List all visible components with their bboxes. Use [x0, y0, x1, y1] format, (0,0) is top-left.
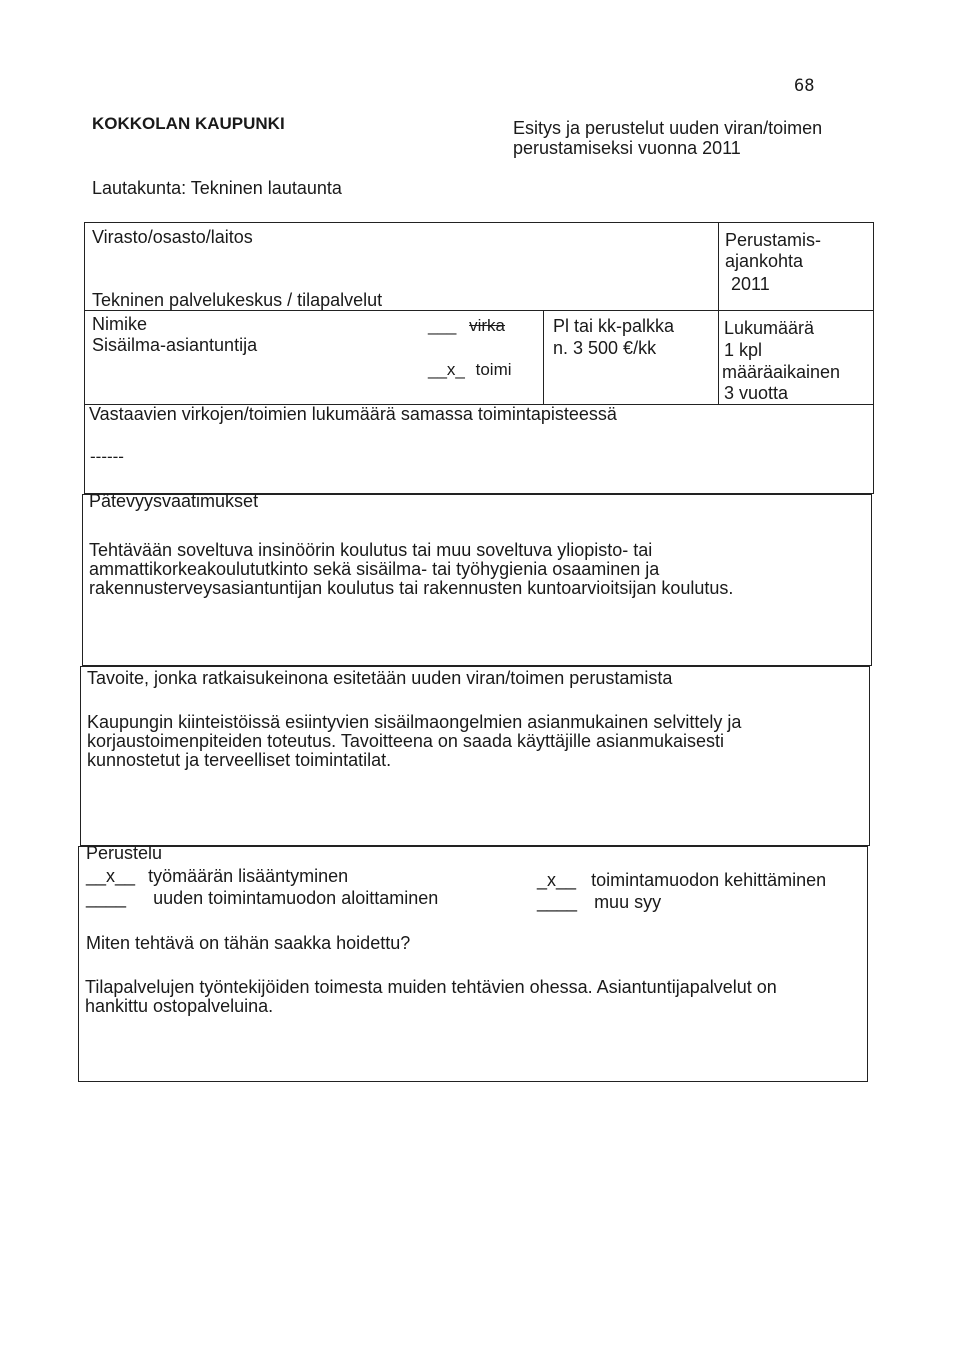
justification-label: Perustelu: [86, 843, 163, 863]
document-subject-line1: Esitys ja perustelut uuden viran/toimen: [513, 118, 823, 138]
current-handling-line: Tilapalvelujen työntekijöiden toimesta muiden tehtävien ohessa. Asiantuntijapalvelut on: [85, 977, 777, 997]
goal-label: Tavoite, jonka ratkaisukeinona esitetään uuden viran/toimen perustamista: [87, 668, 673, 688]
quantity-value: 1 kpl: [724, 340, 763, 360]
page-number: 68: [794, 76, 815, 96]
reason-development-mark: _x__: [537, 870, 577, 890]
virka-checkbox-blank: ___: [428, 316, 457, 335]
qualifications-label: Pätevyysvaatimukset: [89, 491, 259, 511]
salary-label: Pl tai kk-palkka: [553, 316, 675, 336]
right-column-divider: [718, 222, 719, 404]
reason-new-activity-label: uuden toimintamuodon aloittaminen: [153, 888, 439, 908]
reason-other-mark: ____: [537, 892, 578, 912]
reason-workload-mark: __x__: [86, 866, 136, 886]
goal-text: [87, 713, 741, 770]
salary-value: n. 3 500 €/kk: [553, 338, 657, 358]
salary-column-divider: [543, 310, 544, 404]
toimi-option: [428, 360, 512, 380]
unit-label: Virasto/osasto/laitos: [92, 227, 253, 247]
unit-value: Tekninen palvelukeskus / tilapalvelut: [92, 290, 383, 310]
goal-line: kunnostetut ja terveelliset toimintatilat.: [87, 750, 392, 770]
reason-development-label: toimintamuodon kehittäminen: [591, 870, 827, 890]
similar-posts-value: ------: [90, 447, 124, 466]
establishment-year: 2011: [731, 274, 770, 294]
document-subject-line2: perustamiseksi vuonna 2011: [513, 138, 741, 158]
title-value: Sisäilma-asiantuntija: [92, 335, 258, 355]
goal-line: korjaustoimenpiteiden toteutus. Tavoitteena on saada käyttäjille asianmukaisesti: [87, 731, 725, 751]
reason-workload-label: työmäärän lisääntyminen: [148, 866, 349, 886]
similar-posts-label: Vastaavien virkojen/toimien lukumäärä samassa toimintapisteessä: [89, 404, 617, 424]
reason-other-label: muu syy: [594, 892, 662, 912]
quantity-label: Lukumäärä: [724, 318, 815, 338]
quantity-row-divider: [718, 404, 874, 405]
reason-workload: [86, 866, 348, 887]
qualifications-line: ammattikorkeakoulututkinto sekä sisäilma- tai työhygienia osaaminen ja: [89, 559, 660, 579]
reason-development: [537, 870, 826, 891]
reason-new-activity-mark: ____: [86, 888, 127, 908]
qualifications-text: [89, 541, 733, 598]
duration-line1: määräaikainen: [722, 362, 841, 382]
current-handling-answer: [85, 978, 777, 1016]
current-handling-question: Miten tehtävä on tähän saakka hoidettu?: [86, 933, 411, 953]
reason-new-activity: [86, 888, 438, 909]
qualifications-line: Tehtävään soveltuva insinöörin koulutus tai muu soveltuva yliopisto- tai: [89, 540, 653, 560]
current-handling-line: hankittu ostopalveluina.: [85, 996, 274, 1016]
qualifications-line: rakennusterveysasiantuntijan koulutus tai rakennusten kuntoarvioitsijan koulutus.: [89, 578, 734, 598]
organization-name: KOKKOLAN KAUPUNKI: [92, 114, 285, 133]
reason-other: [537, 892, 661, 913]
duration-line2: 3 vuotta: [724, 383, 789, 403]
virka-label: virka: [469, 316, 506, 335]
committee-name: Lautakunta: Tekninen lautaunta: [92, 178, 342, 198]
toimi-checkbox-mark: __x_: [428, 360, 465, 379]
toimi-label: toimi: [475, 360, 512, 379]
virka-option: [428, 316, 505, 336]
establishment-label-line2: ajankohta: [725, 251, 804, 271]
goal-line: Kaupungin kiinteistöissä esiintyvien sisäilmaongelmien asianmukainen selvittely ja: [87, 712, 742, 732]
establishment-label-line1: Perustamis-: [725, 230, 822, 250]
title-label: Nimike: [92, 314, 148, 334]
